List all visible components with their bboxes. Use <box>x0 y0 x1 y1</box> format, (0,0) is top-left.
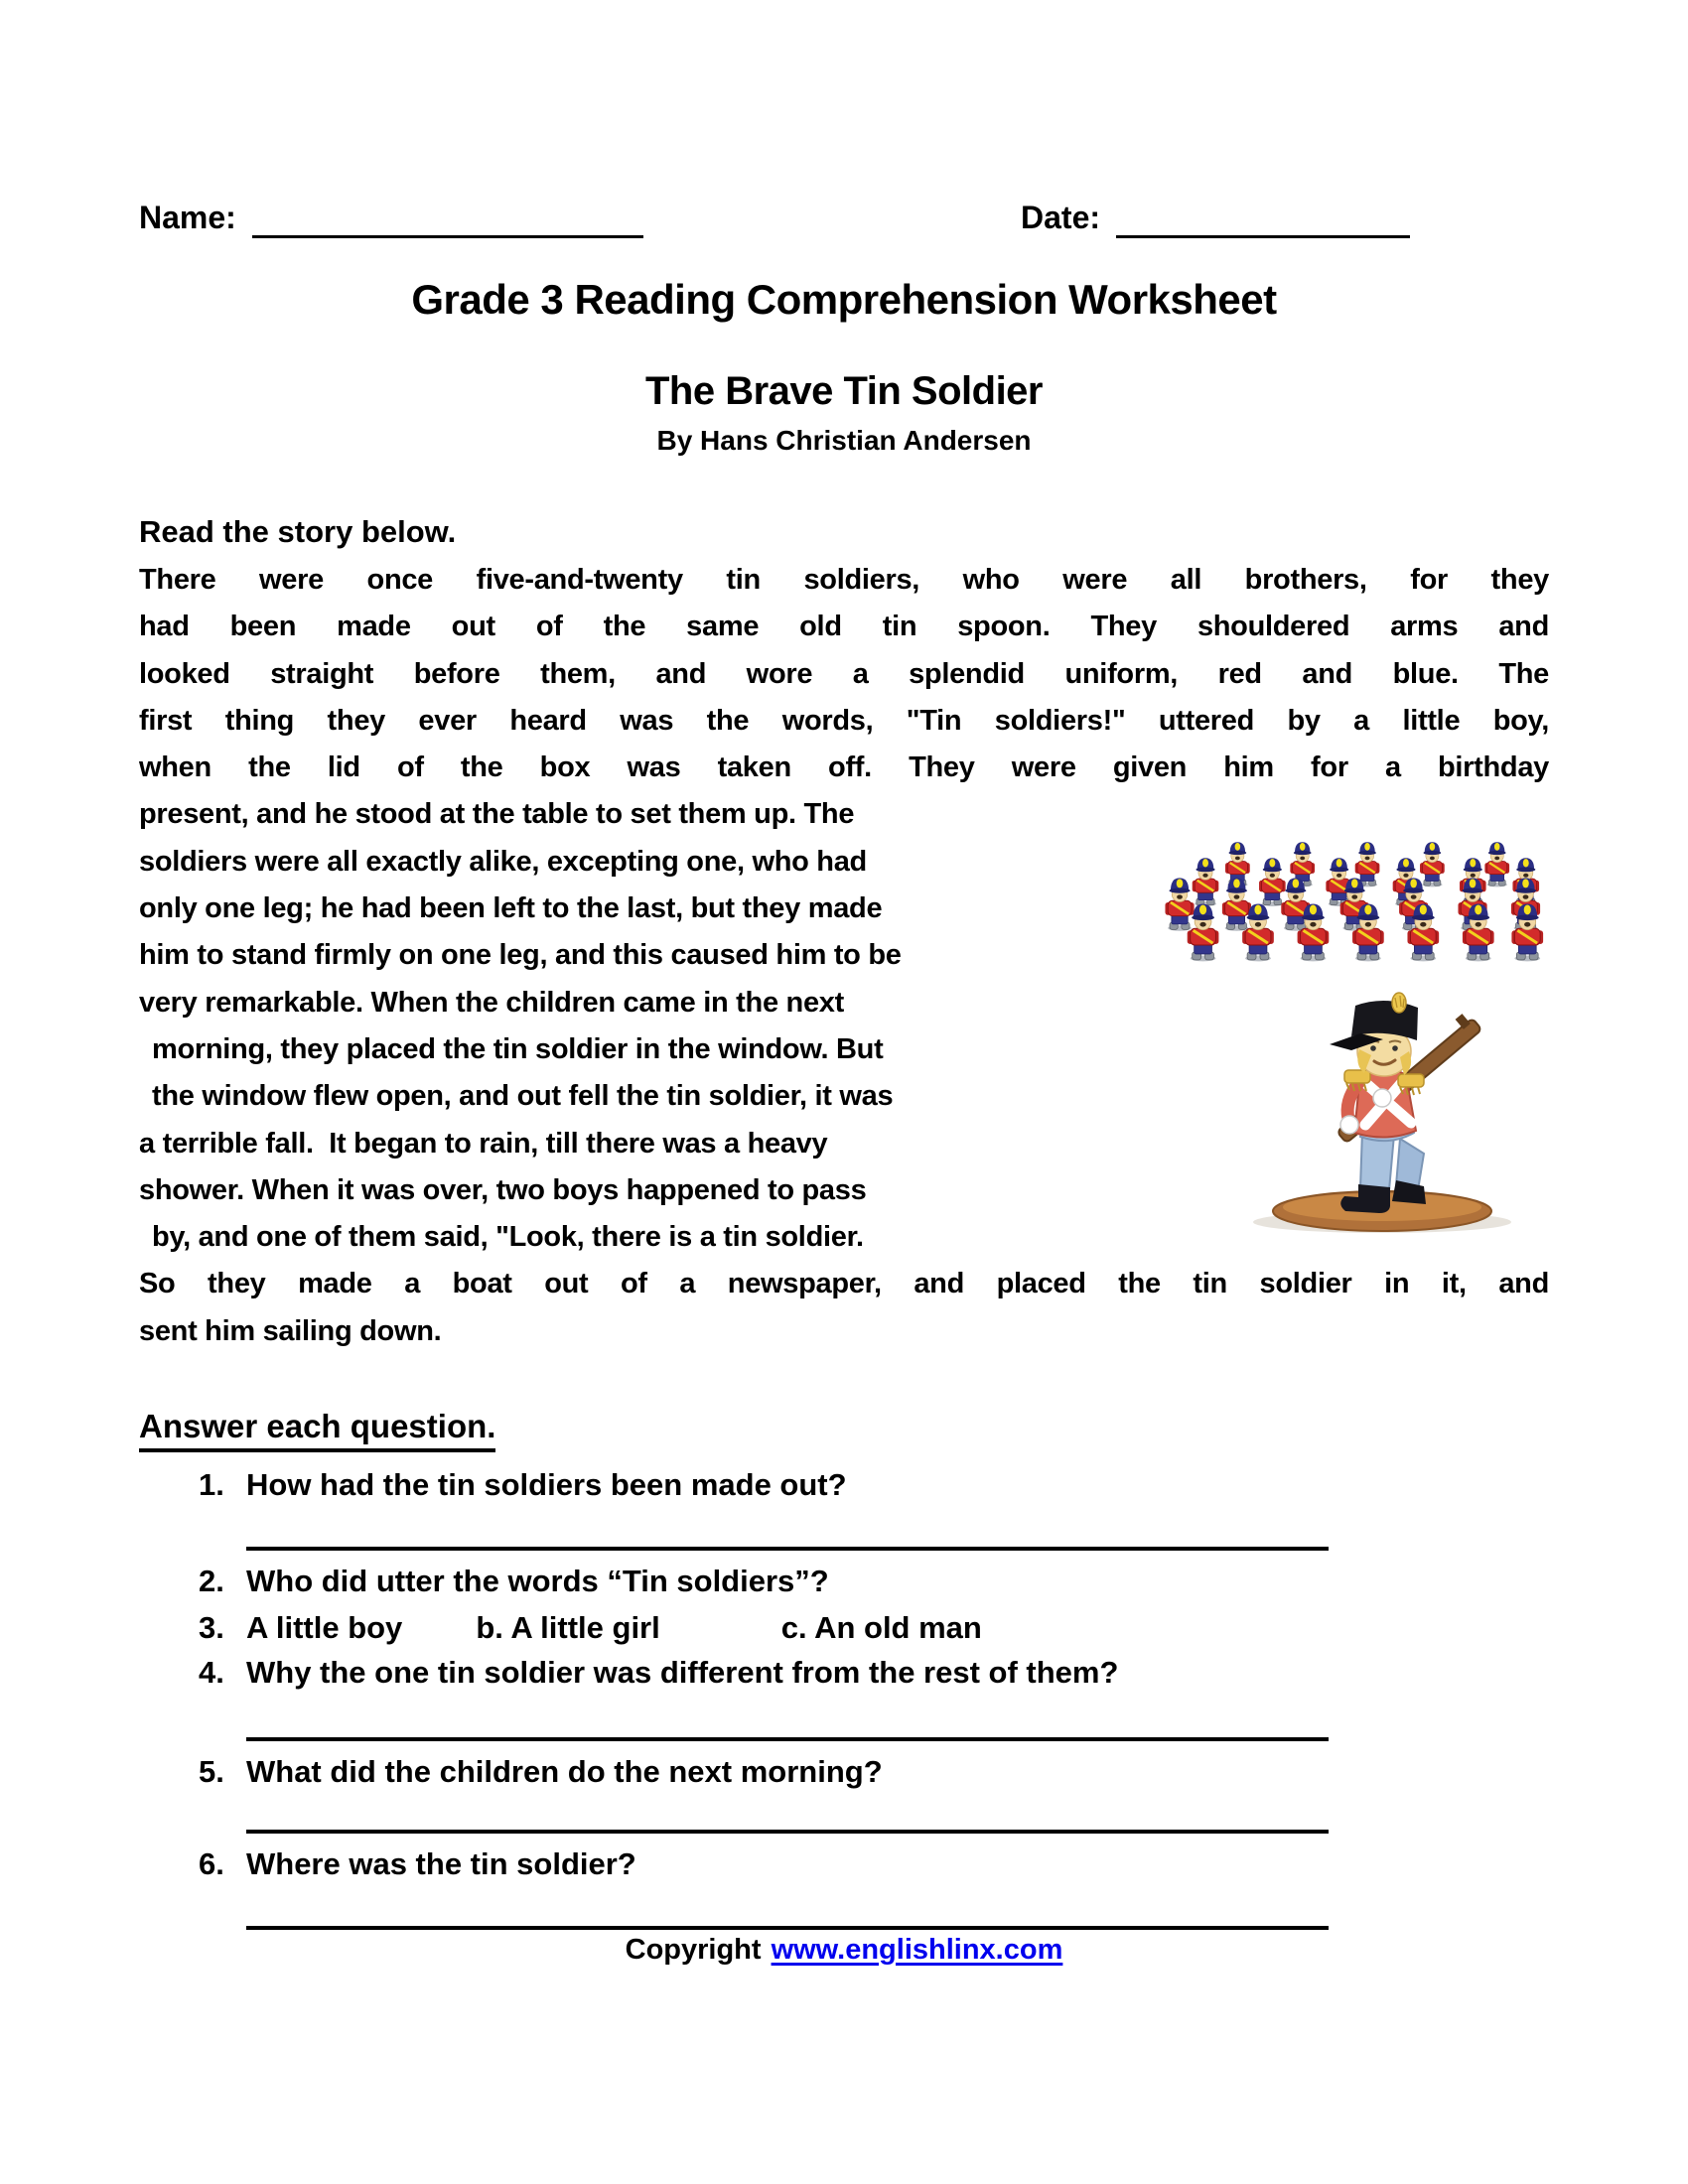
question-1 <box>199 1467 847 1503</box>
story-line: when the lid of the box was taken off. They were given him for a birthday <box>139 751 1549 784</box>
date-write-line[interactable] <box>1116 197 1410 238</box>
name-label: Name: <box>139 200 236 235</box>
story-line: had been made out of the same old tin spoon. They shouldered arms and <box>139 611 1549 643</box>
story-line: him to stand firmly on one leg, and this caused him to be <box>139 939 902 972</box>
question-text: Why the one tin soldier was different from the rest of them? <box>246 1655 1119 1690</box>
question-6 <box>199 1846 636 1882</box>
answer-line-q1[interactable] <box>246 1547 1329 1551</box>
question-number: 5. <box>199 1754 224 1789</box>
question-4 <box>199 1655 1118 1691</box>
story-line: shower. When it was over, two boys happened to pass <box>139 1173 867 1206</box>
story-line: first thing they ever heard was the words, "Tin soldiers!" uttered by a little boy, <box>139 704 1549 737</box>
page-title: Grade 3 Reading Comprehension Worksheet <box>411 276 1277 323</box>
story-line: only one leg; he had been left to the last, but they made <box>139 892 883 925</box>
question-2 <box>199 1564 829 1599</box>
answer-line-q6[interactable] <box>246 1926 1329 1930</box>
story-line: the window flew open, and out fell the tin soldier, it was <box>152 1080 894 1113</box>
question-number: 6. <box>199 1846 224 1881</box>
date-field-group <box>1021 197 1410 238</box>
question-text: What did the children do the next morning? <box>246 1754 883 1789</box>
question-5 <box>199 1754 883 1790</box>
question-number: 3. <box>199 1610 224 1645</box>
story-line: So they made a boat out of a newspaper, and placed the tin soldier in it, and <box>139 1268 1549 1300</box>
question-3-option-a[interactable]: A little boy <box>246 1610 403 1645</box>
answer-line-q4[interactable] <box>246 1737 1329 1741</box>
story-line: present, and he stood at the table to set them up. The <box>139 798 855 831</box>
copyright-label: Copyright <box>625 1934 762 1966</box>
name-write-line[interactable] <box>252 197 643 238</box>
question-text: Where was the tin soldier? <box>246 1846 636 1881</box>
date-label: Date: <box>1021 200 1101 235</box>
question-text: Who did utter the words “Tin soldiers”? <box>246 1564 829 1598</box>
story-line: a terrible fall. It began to rain, till there was a heavy <box>139 1127 828 1160</box>
tin-soldiers-group-image <box>1160 810 1553 991</box>
question-text: How had the tin soldiers been made out? <box>246 1467 847 1502</box>
story-line: very remarkable. When the children came in the next <box>139 986 844 1019</box>
story-line: There were once five-and-twenty tin soldiers, who were all brothers, for they <box>139 564 1549 596</box>
story-byline: By Hans Christian Andersen <box>656 425 1032 456</box>
read-instruction: Read the story below. <box>139 514 457 549</box>
question-number: 1. <box>199 1467 224 1502</box>
story-line: morning, they placed the tin soldier in the window. But <box>152 1032 884 1065</box>
question-3-option-c[interactable]: c. An old man <box>780 1610 982 1645</box>
copyright-link[interactable]: www.englishlinx.com <box>771 1934 1063 1966</box>
story-line: by, and one of them said, "Look, there is a tin soldier. <box>152 1221 864 1254</box>
answer-line-q5[interactable] <box>246 1830 1329 1834</box>
question-3 <box>199 1610 982 1646</box>
answer-section-heading: Answer each question. <box>139 1408 495 1452</box>
story-title: The Brave Tin Soldier <box>645 369 1043 413</box>
story-line: sent him sailing down. <box>139 1314 442 1347</box>
question-3-option-b[interactable]: b. A little girl <box>476 1610 660 1645</box>
question-number: 4. <box>199 1655 224 1690</box>
name-field-group <box>139 197 643 238</box>
tin-soldier-image <box>1233 991 1521 1241</box>
story-line: soldiers were all exactly alike, excepting one, who had <box>139 845 867 878</box>
footer <box>0 1934 1688 1967</box>
question-number: 2. <box>199 1564 224 1598</box>
story-line: looked straight before them, and wore a splendid uniform, red and blue. The <box>139 657 1549 690</box>
